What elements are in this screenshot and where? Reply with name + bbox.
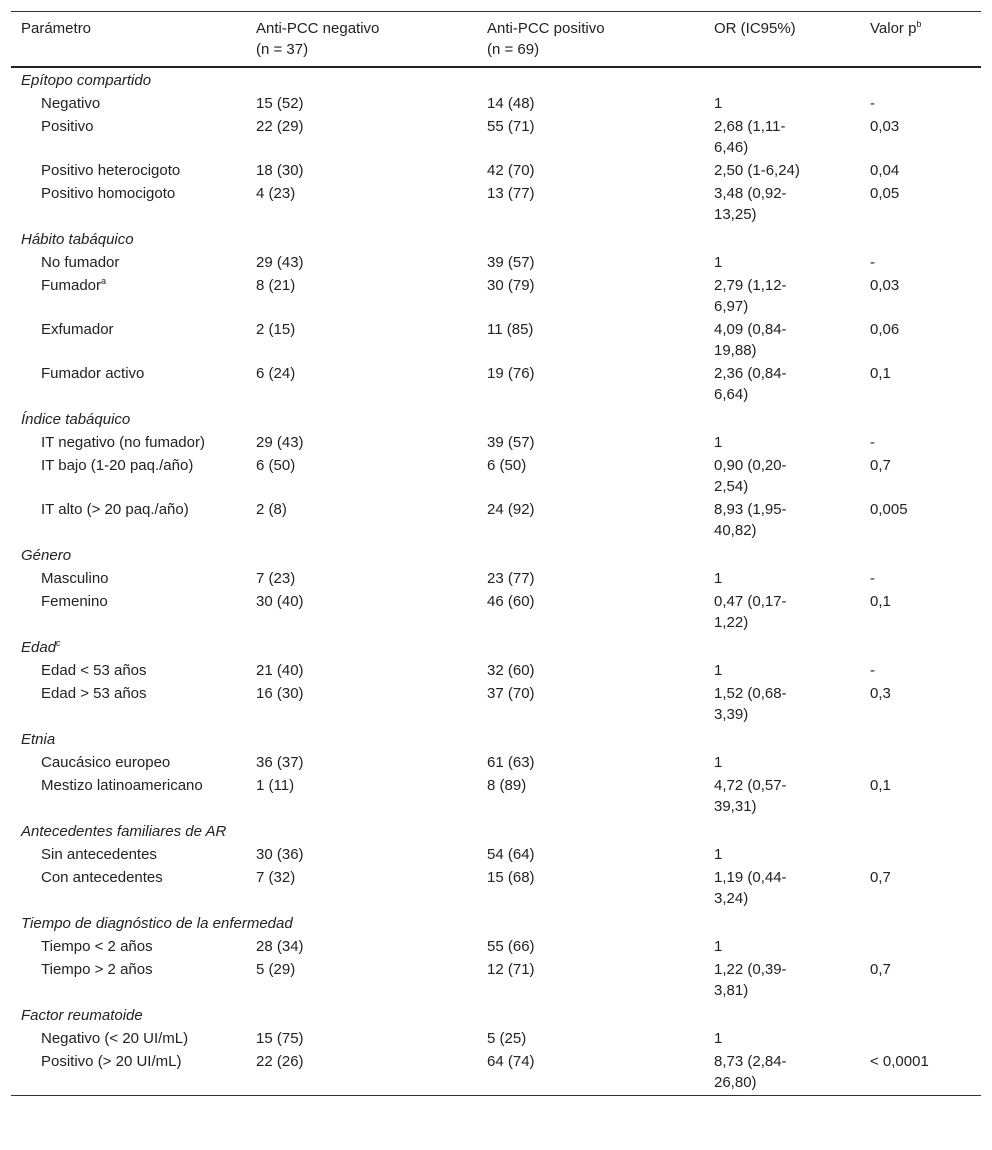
cell-or: 2,36 (0,84-6,64) [714,365,787,403]
cell-valor-p: 0,1 [870,593,891,610]
cell-valor-p: - [870,570,875,587]
cell-or: 1 [714,754,723,771]
group-header-row [11,727,981,752]
cell-valor-p: 0,03 [870,277,900,294]
table-row [11,844,981,867]
results-table [11,11,981,1096]
cell-anti-pcc-positivo: 55 (66) [487,938,535,955]
cell-valor-p: 0,04 [870,162,900,179]
cell-anti-pcc-negativo: 4 (23) [256,185,296,202]
cell-anti-pcc-negativo: 29 (43) [256,434,304,451]
cell-valor-p: - [870,434,875,451]
cell-valor-p: 0,03 [870,118,900,135]
cell-valor-p [860,1028,981,1051]
cell-anti-pcc-negativo: 30 (40) [256,593,304,610]
cell-or: 8,73 (2,84-26,80) [714,1053,787,1091]
cell-valor-p: 0,1 [870,777,891,794]
table-row [11,867,981,911]
cell-anti-pcc-positivo: 15 (68) [487,869,535,886]
cell-valor-p: 0,7 [870,961,891,978]
table-row [11,183,981,227]
group-header-row [11,911,981,936]
cell-anti-pcc-positivo: 39 (57) [487,254,535,271]
table-row [11,936,981,959]
cell-parametro: Fumador activo [41,365,145,382]
table-row [11,116,981,160]
cell-or: 1 [714,570,723,587]
cell-or: 4,72 (0,57-39,31) [714,777,787,815]
cell-parametro: Negativo (< 20 UI/mL) [41,1030,189,1047]
group-header-row [11,407,981,432]
cell-anti-pcc-positivo: 13 (77) [487,185,535,202]
cell-anti-pcc-negativo: 29 (43) [256,254,304,271]
group-title: Hábito tabáquico [21,231,134,248]
cell-or: 1 [714,846,723,863]
cell-anti-pcc-negativo: 7 (32) [256,869,296,886]
cell-anti-pcc-positivo: 37 (70) [487,685,535,702]
cell-anti-pcc-negativo: 22 (29) [256,118,304,135]
table-body [11,67,981,1096]
cell-valor-p: 0,7 [870,457,891,474]
cell-or: 1,19 (0,44-3,24) [714,869,787,907]
cell-parametro: No fumador [41,254,120,271]
table-row [11,1028,981,1051]
table-row [11,752,981,775]
table-row [11,591,981,635]
group-title: Edad$^c$ [21,638,61,656]
cell-parametro: Negativo [41,95,101,112]
cell-anti-pcc-negativo: 15 (52) [256,95,304,112]
cell-valor-p: - [870,662,875,679]
cell-anti-pcc-negativo: 8 (21) [256,277,296,294]
results-table-container [11,11,981,1096]
cell-anti-pcc-negativo: 30 (36) [256,846,304,863]
cell-parametro: Sin antecedentes [41,846,157,863]
cell-anti-pcc-positivo: 55 (71) [487,118,535,135]
cell-or: 4,09 (0,84-19,88) [714,321,787,359]
table-row [11,499,981,543]
cell-or: 1 [714,938,723,955]
cell-parametro: Positivo homocigoto [41,185,176,202]
cell-anti-pcc-negativo: 6 (24) [256,365,296,382]
group-header-row [11,635,981,660]
cell-valor-p [860,752,981,775]
cell-valor-p: 0,3 [870,685,891,702]
cell-anti-pcc-negativo: 16 (30) [256,685,304,702]
table-row [11,455,981,499]
cell-or: 1,22 (0,39-3,81) [714,961,787,999]
group-header-row [11,67,981,93]
cell-anti-pcc-positivo: 19 (76) [487,365,535,382]
cell-or: 3,48 (0,92-13,25) [714,185,787,223]
cell-anti-pcc-negativo: 2 (8) [256,501,287,518]
cell-anti-pcc-negativo: 28 (34) [256,938,304,955]
cell-anti-pcc-positivo: 6 (50) [487,457,527,474]
cell-valor-p: - [870,254,875,271]
cell-anti-pcc-positivo: 11 (85) [487,321,534,338]
cell-valor-p: 0,06 [870,321,900,338]
header-or: OR (IC95%) [704,12,860,68]
cell-anti-pcc-positivo: 30 (79) [487,277,535,294]
cell-anti-pcc-negativo: 7 (23) [256,570,296,587]
cell-anti-pcc-positivo: 61 (63) [487,754,535,771]
cell-parametro: IT bajo (1-20 paq./año) [41,457,194,474]
cell-valor-p: 0,7 [870,869,891,886]
cell-anti-pcc-positivo: 23 (77) [487,570,535,587]
group-title: Antecedentes familiares de AR [21,823,227,840]
cell-parametro: Tiempo < 2 años [41,938,153,955]
table-row [11,319,981,363]
cell-or: 1 [714,254,723,271]
cell-anti-pcc-positivo: 54 (64) [487,846,535,863]
table-row [11,568,981,591]
cell-anti-pcc-positivo: 46 (60) [487,593,535,610]
cell-parametro: Edad < 53 años [41,662,147,679]
cell-or: 1,52 (0,68-3,39) [714,685,787,723]
cell-valor-p [860,844,981,867]
table-row [11,432,981,455]
table-row [11,160,981,183]
cell-anti-pcc-positivo: 14 (48) [487,95,535,112]
cell-or: 1 [714,434,723,451]
header-parametro: Parámetro [11,12,246,68]
group-title: Tiempo de diagnóstico de la enfermedad [21,915,293,932]
group-header-row [11,227,981,252]
cell-anti-pcc-negativo: 21 (40) [256,662,304,679]
cell-anti-pcc-negativo: 2 (15) [256,321,296,338]
cell-anti-pcc-positivo: 5 (25) [487,1030,527,1047]
header-valor-p: Valor $p^b$ [860,12,981,68]
group-title: Género [21,547,72,564]
table-row [11,93,981,116]
cell-parametro: Femenino [41,593,108,610]
table-row [11,959,981,1003]
cell-anti-pcc-positivo: 8 (89) [487,777,527,794]
group-title: Factor reumatoide [21,1007,143,1024]
cell-anti-pcc-negativo: 36 (37) [256,754,304,771]
cell-anti-pcc-negativo: 1 (11) [256,777,295,794]
table-row [11,363,981,407]
cell-valor-p: 0,005 [870,501,908,518]
table-header-row [11,12,981,68]
cell-anti-pcc-positivo: 32 (60) [487,662,535,679]
cell-parametro: Con antecedentes [41,869,163,886]
cell-valor-p: < 0,0001 [870,1053,929,1070]
cell-parametro: IT alto (> 20 paq./año) [41,501,189,518]
cell-parametro: Fumador$^a$ [41,276,107,294]
cell-or: 1 [714,1030,723,1047]
cell-or: 2,68 (1,11-6,46) [714,118,786,156]
cell-parametro: Tiempo > 2 años [41,961,153,978]
cell-or: 0,47 (0,17-1,22) [714,593,787,631]
header-anti-pcc-positivo: Anti-PCC positivo (n = 69) [477,12,704,68]
cell-anti-pcc-negativo: 6 (50) [256,457,296,474]
table-row [11,275,981,319]
group-title: Epítopo compartido [21,72,152,89]
table-row [11,683,981,727]
cell-or: 2,79 (1,12-6,97) [714,277,787,315]
group-header-row [11,543,981,568]
cell-parametro: Caucásico europeo [41,754,171,771]
cell-valor-p: 0,05 [870,185,900,202]
cell-valor-p [860,936,981,959]
cell-anti-pcc-positivo: 64 (74) [487,1053,535,1070]
cell-anti-pcc-positivo: 42 (70) [487,162,535,179]
cell-parametro: Positivo (> 20 UI/mL) [41,1053,182,1070]
cell-anti-pcc-negativo: 15 (75) [256,1030,304,1047]
group-title: Índice tabáquico [21,411,131,428]
cell-or: 1 [714,95,723,112]
table-row [11,1051,981,1096]
table-row [11,775,981,819]
cell-parametro: Mestizo latinoamericano [41,777,203,794]
cell-parametro: Positivo heterocigoto [41,162,181,179]
cell-parametro: Exfumador [41,321,114,338]
cell-valor-p: 0,1 [870,365,891,382]
cell-anti-pcc-positivo: 24 (92) [487,501,535,518]
cell-anti-pcc-negativo: 18 (30) [256,162,304,179]
group-header-row [11,819,981,844]
cell-parametro: IT negativo (no fumador) [41,434,205,451]
table-row [11,660,981,683]
cell-anti-pcc-positivo: 39 (57) [487,434,535,451]
table-row [11,252,981,275]
cell-or: 8,93 (1,95-40,82) [714,501,787,539]
cell-anti-pcc-positivo: 12 (71) [487,961,535,978]
header-anti-pcc-negativo: Anti-PCC negativo (n = 37) [246,12,477,68]
cell-parametro: Edad > 53 años [41,685,147,702]
cell-parametro: Masculino [41,570,109,587]
cell-or: 0,90 (0,20-2,54) [714,457,787,495]
group-header-row [11,1003,981,1028]
cell-anti-pcc-negativo: 5 (29) [256,961,296,978]
group-title: Etnia [21,731,56,748]
cell-parametro: Positivo [41,118,94,135]
cell-or: 1 [714,662,723,679]
cell-valor-p: - [870,95,875,112]
cell-or: 2,50 (1-6,24) [714,162,800,179]
cell-anti-pcc-negativo: 22 (26) [256,1053,304,1070]
